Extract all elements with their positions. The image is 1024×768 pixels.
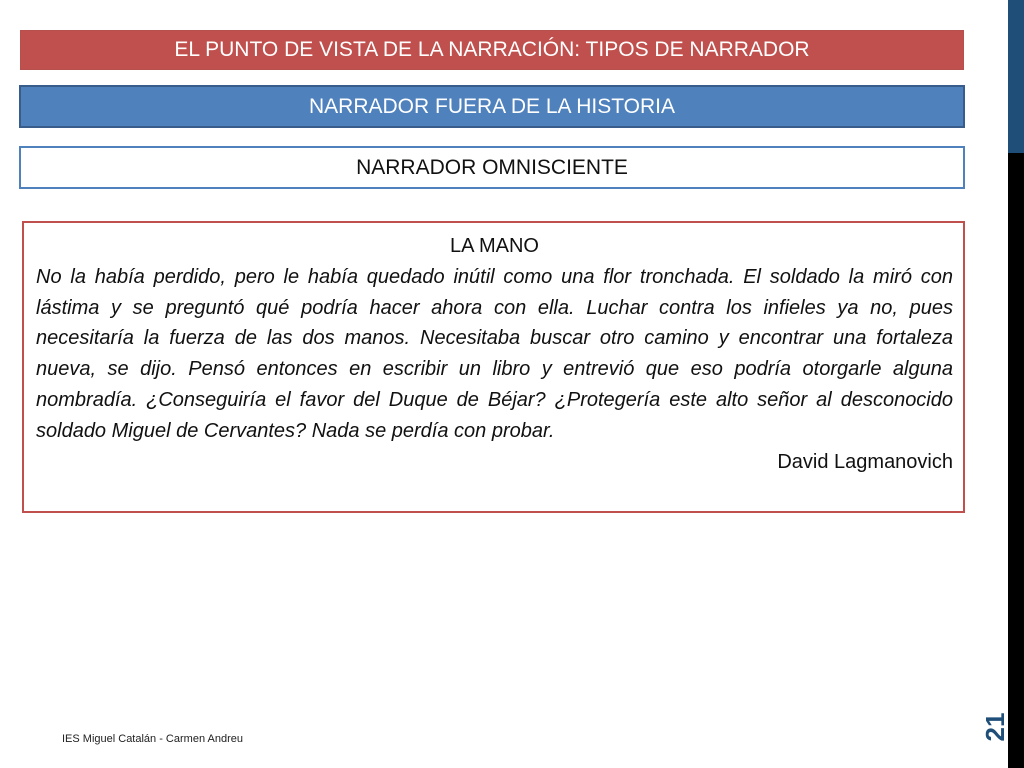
section-heading: NARRADOR FUERA DE LA HISTORIA: [308, 94, 676, 118]
story-title: LA MANO: [450, 235, 539, 257]
slide-title: EL PUNTO DE VISTA DE LA NARRACIÓN: TIPOS DE NARRADOR: [174, 38, 810, 61]
side-accent-band-bottom: [1008, 153, 1024, 768]
side-accent-band-top: [1008, 0, 1024, 153]
narrator-type-bar: [19, 146, 965, 189]
section-heading-bar: [19, 85, 965, 128]
slide-number: 21: [979, 712, 1010, 742]
story-text-box: [22, 221, 965, 513]
narrator-type-heading: NARRADOR OMNISCIENTE: [356, 155, 628, 179]
story-body: No la había perdido, pero le había quedado inútil como una flor tronchada. El soldado la miró con lástima y se preguntó qué podría hacer ahora con ella. Luchar contra los infieles ya no, pues necesitaría la fuerza de las dos manos. Necesitaba buscar otro camino y encontrar una fortaleza nueva, se dijo. Pensó entonces en escribir un libro y entrevió que eso podría otorgarle alguna nombradía. ¿Conseguiría el favor del Duque de Béjar? ¿Protegería este alto señor al desconocido soldado Miguel de Cervantes? Nada se perdía con probar.: [36, 265, 953, 442]
footer-credit: IES Miguel Catalán - Carmen Andreu: [62, 733, 243, 745]
slide-title-bar: [20, 30, 964, 70]
story-author: David Lagmanovich: [777, 450, 953, 473]
